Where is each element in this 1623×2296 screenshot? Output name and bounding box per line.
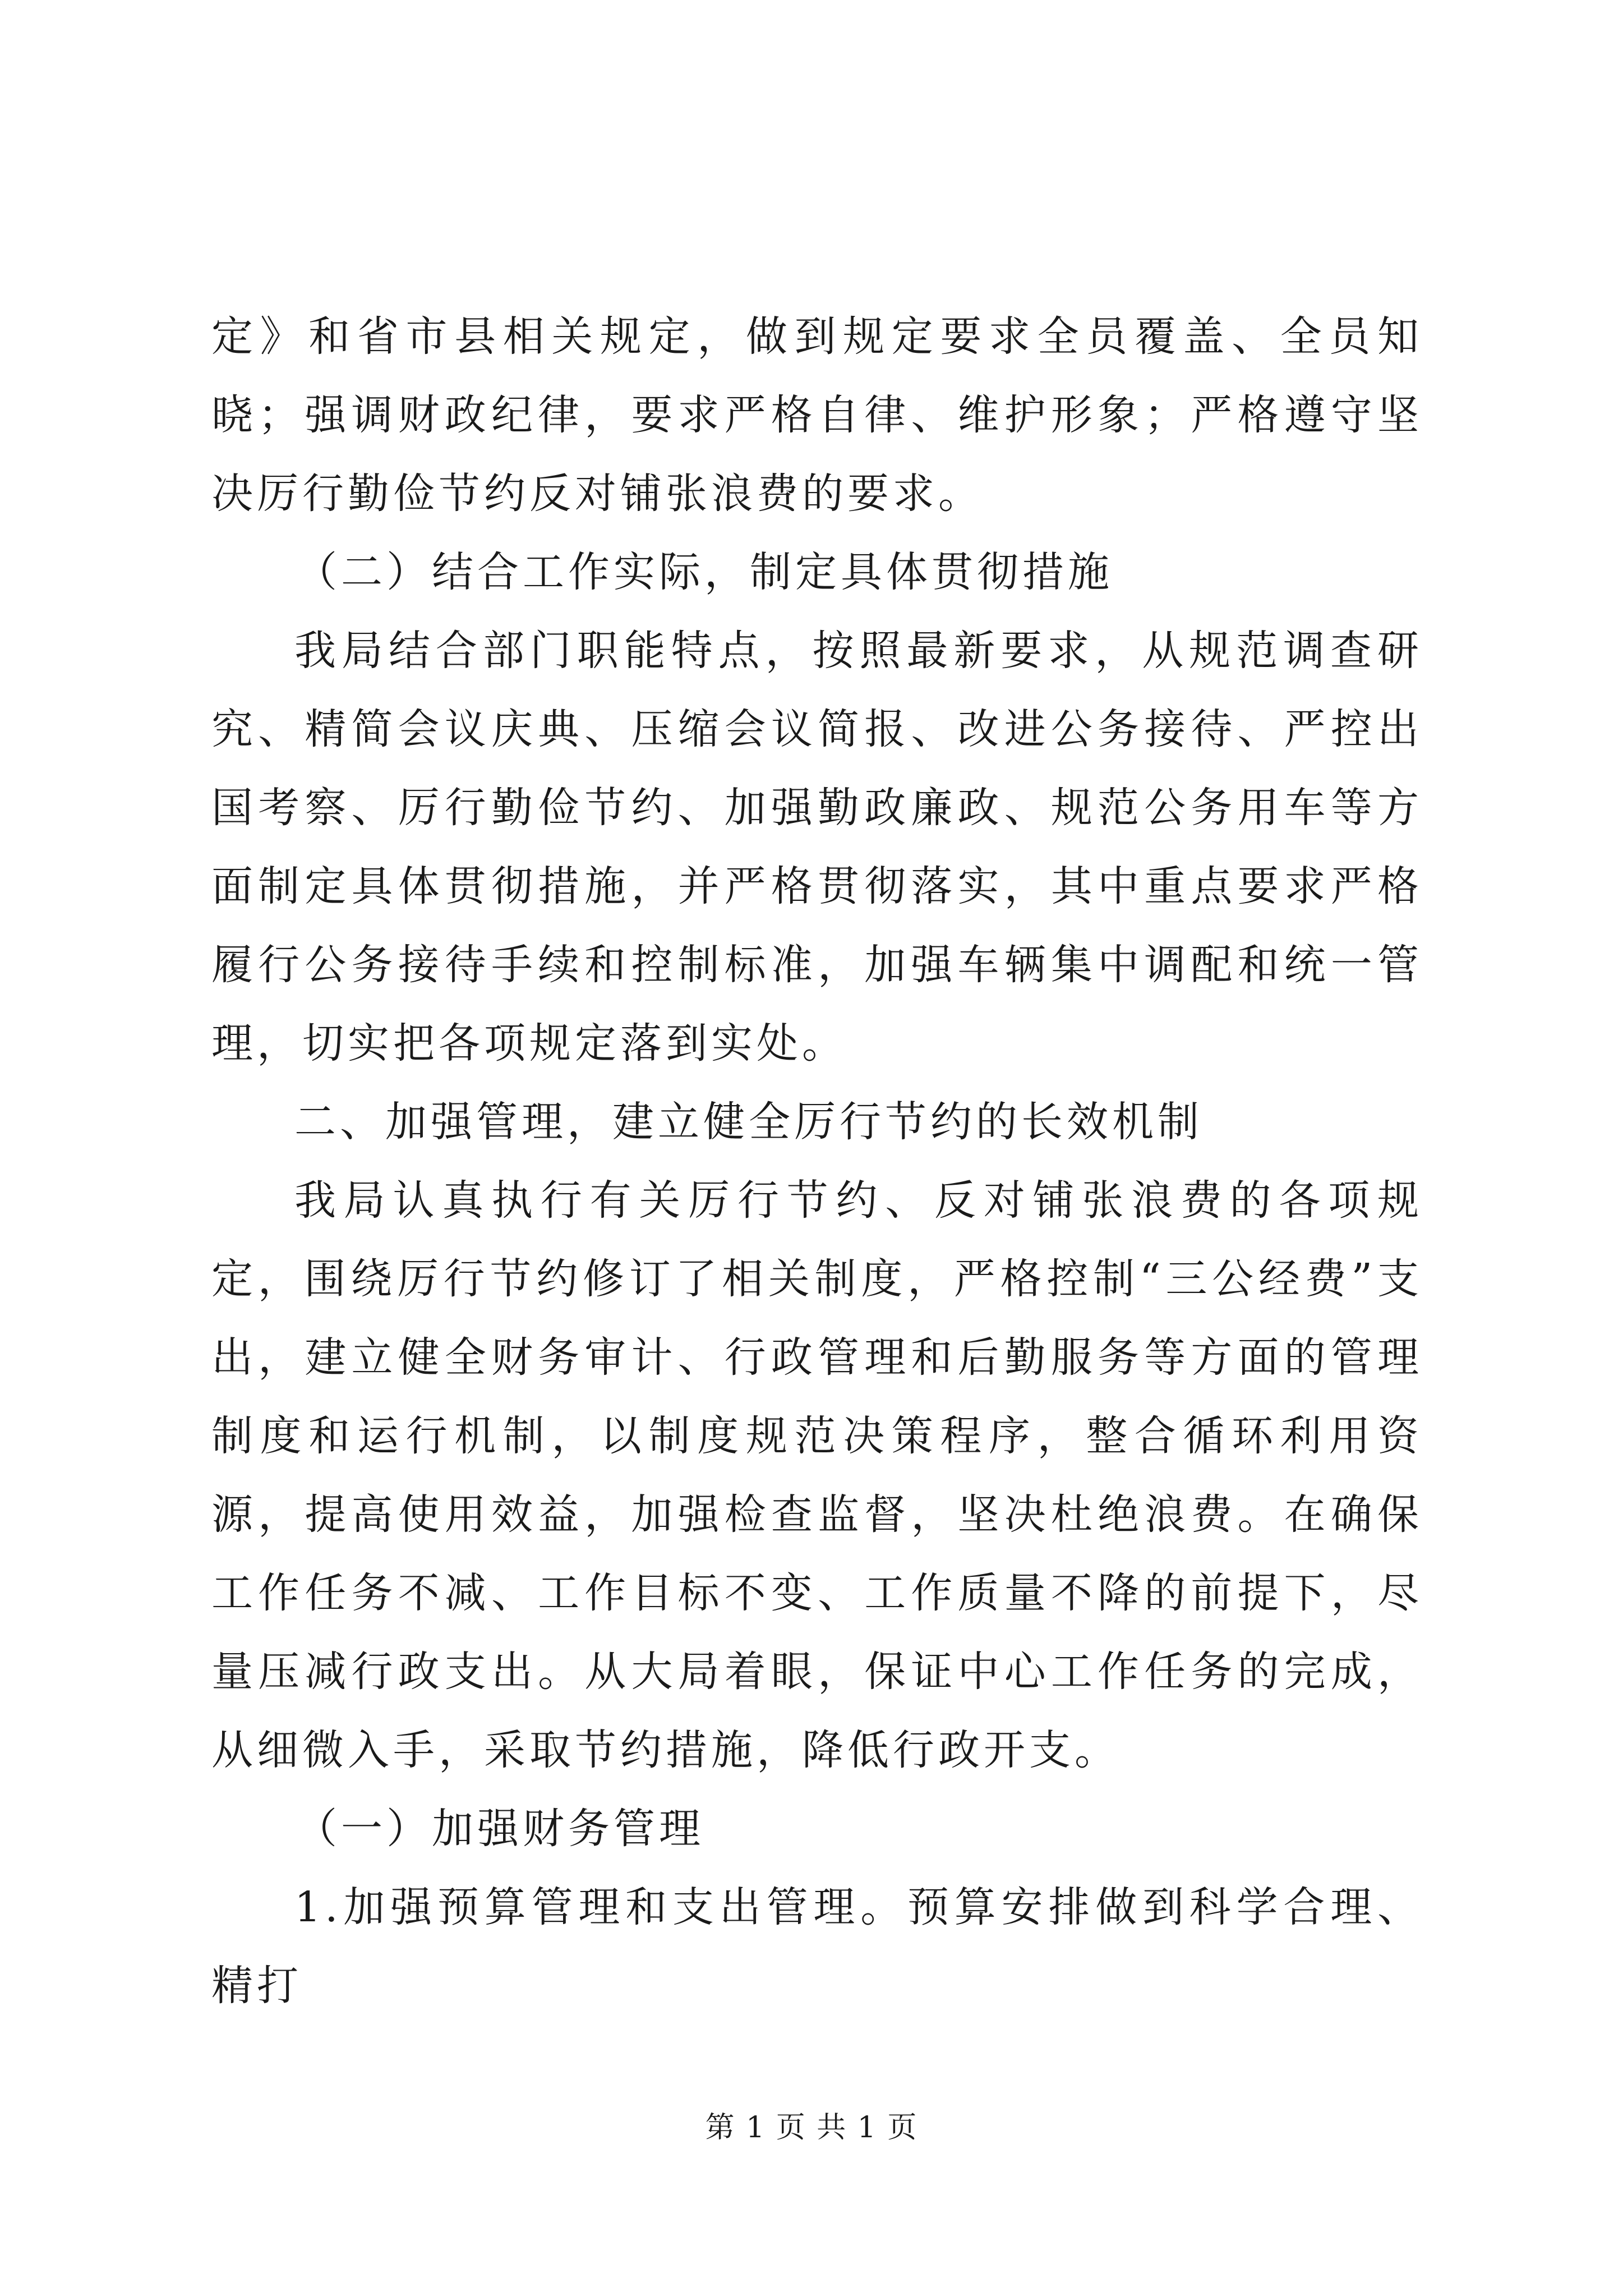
document-body [211,297,1423,2025]
page-footer: 第 1 页 共 1 页 [705,2111,918,2145]
paragraph-continuation: 定》和省市县相关规定，做到规定要求全员覆盖、全员知晓；强调财政纪律，要求严格自律、维护形象；严格遵守坚决厉行勤俭节约反对铺张浪费的要求。 [211,312,1423,518]
paragraph-budget: 1.加强预算管理和支出管理。预算安排做到科学合理、精打 [211,1883,1423,2010]
subheading-1: （一）加强财务管理 [296,1805,704,1853]
subheading-2: （二）结合工作实际，制定具体贯彻措施 [296,548,1113,596]
paragraph-measures: 我局结合部门职能特点，按照最新要求，从规范调查研究、精简会议庆典、压缩会议简报、改进公务接待、严控出国考察、厉行勤俭节约、加强勤政廉政、规范公务用车等方面制定具体贯彻措施，并严格贯彻落实，其中重点要求严格履行公务接待手续和控制标准，加强车辆集中调配和统一管理，切实把各项规定落到实处。 [211,627,1423,1068]
section-heading-2: 二、加强管理，建立健全厉行节约的长效机制 [294,1098,1203,1146]
paragraph-mechanism: 我局认真执行有关厉行节约、反对铺张浪费的各项规定，围绕厉行节约修订了相关制度，严格控制“三公经费”支出，建立健全财务审计、行政管理和后勤服务等方面的管理制度和运行机制，以制度规范决策程序，整合循环利用资源，提高使用效益，加强检查监督，坚决杜绝浪费。在确保工作任务不减、工作目标不变、工作质量不降的前提下，尽量压减行政支出。从大局着眼，保证中心工作任务的完成，从细微入手，采取节约措施，降低行政开支。 [211,1176,1423,1774]
